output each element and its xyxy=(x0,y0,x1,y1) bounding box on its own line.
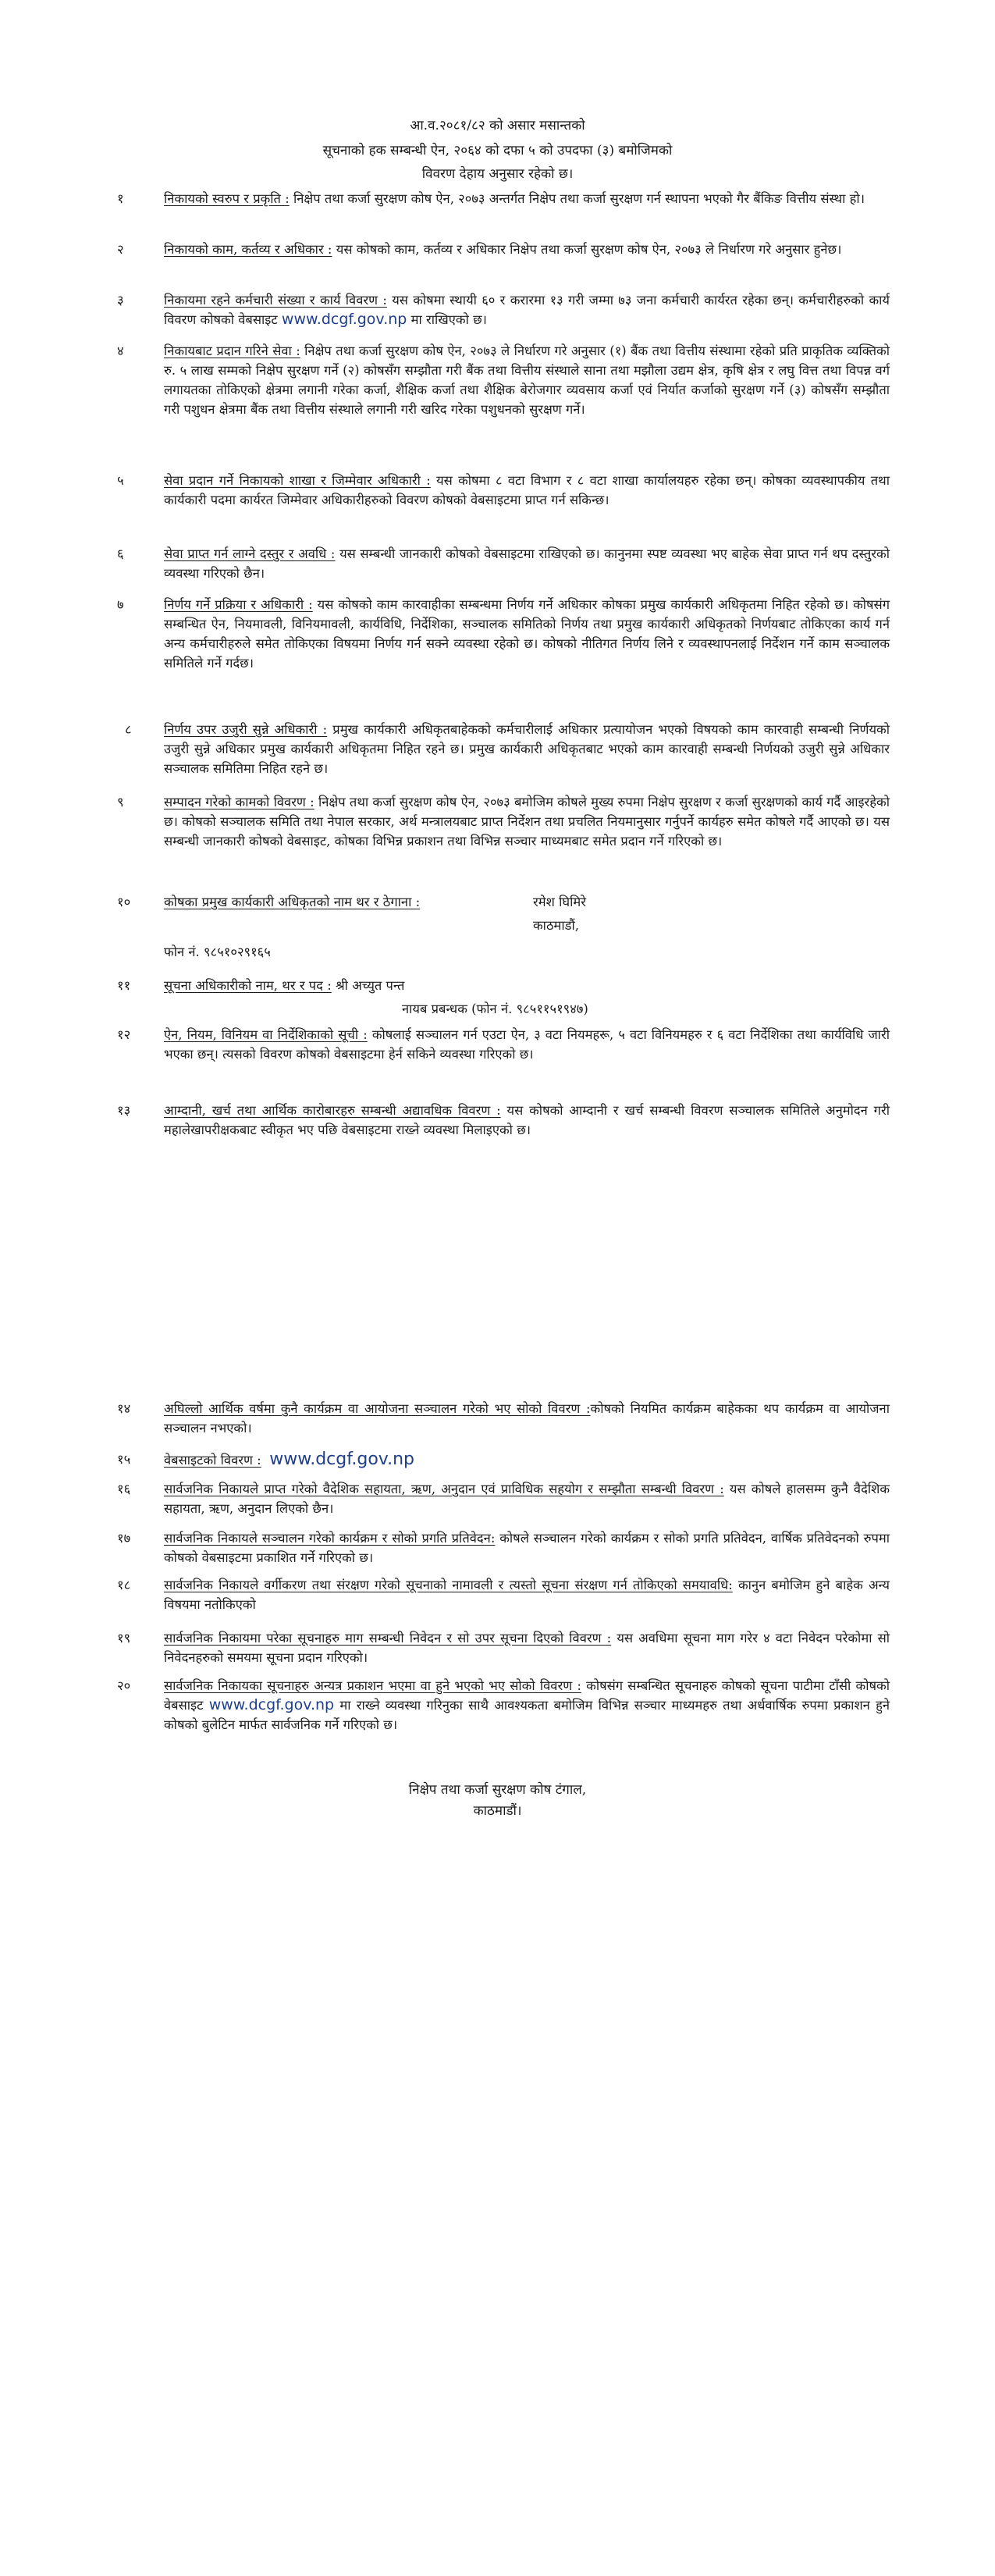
item-text: कोषसंग सम्बन्धित सूचनाहरु कोषको सूचना पाटीमा टाँसी कोषको वेबसाइट xyxy=(164,1678,890,1713)
item-body xyxy=(164,290,890,329)
item-number: १९ xyxy=(117,1631,131,1646)
list-item xyxy=(117,1101,890,1144)
item-number: २ xyxy=(117,242,124,257)
list-item xyxy=(117,240,890,283)
item-title: सार्वजनिक निकायमा परेका सूचनाहरु माग सम्बन्धी निवेदन र सो उपर सूचना दिएको विवरण : xyxy=(164,1631,612,1646)
item-body xyxy=(164,1479,890,1518)
list-item xyxy=(117,544,890,587)
list-item xyxy=(117,1450,890,1475)
item-title: निकायमा रहने कर्मचारी संख्या र कार्य विवरण : xyxy=(164,293,387,308)
item-title: आम्दानी, खर्च तथा आर्थिक कारोबारहरु सम्बन्धी अद्यावधिक विवरण : xyxy=(164,1103,501,1118)
item-title: निर्णय उपर उजुरी सुन्ने अधिकारी : xyxy=(164,722,328,737)
header-line-1: आ.व.२०८१/८२ को असार मसान्तको xyxy=(410,118,585,133)
item-body xyxy=(164,1101,890,1140)
item-text: श्री अच्युत पन्त xyxy=(331,978,405,993)
item-text: कोषलाई सञ्चालन गर्न एउटा ऐन, ३ वटा नियमहरू, ५ वटा विनियमहरु र ६ वटा निर्देशिका तथा कार्यविधि जारी भएका छन्। त्यसको विवरण कोषको वेबसाइटमा हेर्न सकिने व्यवस्था गरिएको छ। xyxy=(164,1027,890,1062)
info-officer-position: नायब प्रबन्धक (फोन नं. ९८५११५१९४७) xyxy=(402,1002,588,1016)
item-body xyxy=(164,892,890,912)
item-title: सार्वजनिक निकायले वर्गीकरण तथा संरक्षण गरेको सूचनाको नामावली र त्यस्तो सूचना संरक्षण गर्न तोकिएको समयावधि: xyxy=(164,1578,733,1592)
list-item xyxy=(117,1025,890,1087)
item-number: ११ xyxy=(117,978,131,993)
item-text: निक्षेप तथा कर्जा सुरक्षण कोष ऐन, २०७३ ले निर्धारण गरे अनुसार (१) बैंक तथा वित्तीय संस्थामा रहेको प्रति प्राकृतिक व्यक्तिको रु. ५ लाख सम्मको निक्षेप सुरक्षण गर्ने (२) कोषसँग सम्झौता गरी बैंक तथा वित्तीय संस्थाले साना तथा मझौला उद्यम क्षेत्र, कृषि क्षेत्र र लघु वित्त तथा विपन्न वर्ग लगायतका तोकिएको क्षेत्रमा लगानी गरेका कर्जा, शैक्षिक कर्जा तथा शैक्षिक बेरोजगार व्यवसाय कर्जा एवं निर्यात कर्जाको सुरक्षण गर्ने (३) कोषसँग सम्झौता गरी पशुधन क्षेत्रमा बैंक तथा वित्तीय संस्थाले लगानी गरी खरिद गरेका पशुधनको सुरक्षण गर्ने। xyxy=(164,343,890,417)
item-title: वेबसाइटको विवरण : xyxy=(164,1453,261,1468)
item-text: यस कोषमा ८ वटा विभाग र ८ वटा शाखा कार्यालयहरु रहेका छन्। कोषका व्यवस्थापकीय तथा कार्यकारी पदमा कार्यरत जिम्मेवार अधिकारीहरुको विवरण कोषको वेबसाइटमा प्राप्त गर्न सकिन्छ। xyxy=(164,473,890,507)
footer-org: निक्षेप तथा कर्जा सुरक्षण कोष टंगाल, xyxy=(408,1782,587,1798)
item-title: निकायको स्वरुप र प्रकृति : xyxy=(164,191,290,206)
item-text: कोषको नियमित कार्यक्रम बाहेकका थप कार्यक्रम वा आयोजना सञ्चालन नभएको। xyxy=(164,1401,890,1436)
item-number: ७ xyxy=(117,597,124,612)
website-link[interactable]: www.dcgf.gov.np xyxy=(281,311,407,328)
website-link[interactable]: www.dcgf.gov.np xyxy=(269,1450,414,1469)
item-number: ३ xyxy=(117,293,124,308)
list-item xyxy=(117,1479,890,1522)
list-item xyxy=(117,471,890,533)
item-title: ऐन, नियम, विनियम वा निर्देशिकाको सूची : xyxy=(164,1027,368,1042)
item-text: यस कोषको काम कारवाहीका सम्बन्धमा निर्णय गर्ने अधिकार कोषका प्रमुख कार्यकारी अधिकृतमा निहित रहेको छ। कोषसंग सम्बन्धित ऐन, नियमावली, विनियमावली, कार्यविधि, निर्देशिका, सञ्चालक समितिको निर्णय तथा प्रमुख कार्यकारी अधिकृतको निर्णयबाट तोकिएका कार्य गर्न अन्य कर्मचारीहरुले समेत तोकिएका विषयमा निर्णय गर्न सक्ने व्यवस्था रहेको छ। कोषको नीतिगत निर्णय लिने र व्यवस्थापनलाई निर्देशन गर्ने काम सञ्चालक समितिले गर्ने गर्दछ। xyxy=(164,597,890,671)
item-body xyxy=(164,976,890,995)
item-text: यस सम्बन्धी जानकारी कोषको वेबसाइटमा राखिएको छ। कानुनमा स्पष्ट व्यवस्था भए बाहेक सेवा प्राप्त गर्न थप दस्तुरको व्यवस्था गरिएको छैन। xyxy=(164,546,890,581)
list-item xyxy=(117,720,890,782)
item-title: निकायको काम, कर्तव्य र अधिकार : xyxy=(164,242,332,257)
ceo-place: काठमाडौं, xyxy=(533,918,580,933)
list-item xyxy=(117,290,890,333)
item-number: १२ xyxy=(117,1027,131,1042)
item-title: सार्वजनिक निकायले प्राप्त गरेको वैदेशिक सहायता, ऋण, अनुदान एवं प्राविधिक सहयोग र सम्झौता सम्बन्धी विवरण : xyxy=(164,1482,724,1496)
list-item xyxy=(117,1676,890,1746)
item-body xyxy=(164,720,890,778)
item-body xyxy=(164,1575,890,1614)
item-body xyxy=(164,1399,890,1438)
item-title: निकायबाट प्रदान गरिने सेवा : xyxy=(164,343,300,358)
item-number: १५ xyxy=(117,1452,131,1467)
list-item xyxy=(117,1399,890,1442)
website-link[interactable]: www.dcgf.gov.np xyxy=(208,1696,335,1713)
item-number: १० xyxy=(117,895,131,909)
item-text: यस कोषले हालसम्म कुनै वैदेशिक सहायता, ऋण, अनुदान लिएको छैन। xyxy=(164,1482,890,1516)
item-title: सेवा प्राप्त गर्न लाग्ने दस्तुर र अवधि : xyxy=(164,546,336,561)
item-body xyxy=(164,1528,890,1567)
item-title: निर्णय गर्ने प्रक्रिया र अधिकारी : xyxy=(164,597,313,612)
item-title: सार्वजनिक निकायका सूचनाहरु अन्यत्र प्रकाशन भएमा वा हुने भएको भए सोको विवरण : xyxy=(164,1678,581,1693)
item-text: निक्षेप तथा कर्जा सुरक्षण कोष ऐन, २०७३ अन्तर्गत निक्षेप तथा कर्जा सुरक्षण गर्न स्थापना भएको गैर बैंकिङ वित्तीय संस्था हो। xyxy=(289,191,865,206)
item-text: कानुन बमोजिम हुने बाहेक अन्य विषयमा नतोकिएको xyxy=(164,1578,890,1612)
item-number: २० xyxy=(117,1678,131,1693)
list-item xyxy=(117,341,890,466)
item-number: ४ xyxy=(117,343,124,358)
item-body xyxy=(164,595,890,673)
item-body xyxy=(164,189,890,208)
item-number: ९ xyxy=(117,795,124,809)
item-title: सेवा प्रदान गर्ने निकायको शाखा र जिम्मेवार अधिकारी : xyxy=(164,473,431,488)
item-number: १६ xyxy=(117,1482,131,1496)
item-number: ५ xyxy=(117,473,124,488)
item-number: १८ xyxy=(117,1578,131,1592)
item-number: १७ xyxy=(117,1531,131,1546)
list-item xyxy=(117,189,890,232)
item-text: यस अवधिमा सूचना माग गरेर ४ वटा निवेदन परेकोमा सो निवेदनहरुको समयमा सूचना प्रदान गरिएको। xyxy=(164,1631,890,1665)
footer-city: काठमाडौं। xyxy=(473,1803,522,1819)
ceo-phone: फोन नं. ९८५१०२९१६५ xyxy=(164,945,271,959)
list-item xyxy=(117,1575,890,1618)
item-number: ८ xyxy=(125,722,132,737)
item-text: कोषले सञ्चालन गरेको कार्यक्रम र सोको प्रगति प्रतिवेदन, वार्षिक प्रतिवेदनको रुपमा कोषको वेबसाइटमा प्रकाशित गर्ने गरिएको छ। xyxy=(164,1531,890,1565)
item-body xyxy=(164,1676,890,1735)
item-text: यस कोषको आम्दानी र खर्च सम्बन्धी विवरण सञ्चालक समितिले अनुमोदन गरी महालेखापरीक्षकबाट स्वीकृत भए पछि वेबसाइटमा राख्ने व्यवस्था मिलाइएको छ। xyxy=(164,1103,890,1137)
item-number: १४ xyxy=(117,1401,131,1416)
item-text: यस कोषको काम, कर्तव्य र अधिकार निक्षेप तथा कर्जा सुरक्षण कोष ऐन, २०७३ ले निर्धारण गरे अनुसार हुनेछ। xyxy=(332,242,842,257)
item-title: सम्पादन गरेको कामको विवरण : xyxy=(164,795,314,809)
item-title: कोषका प्रमुख कार्यकारी अधिकृतको नाम थर र ठेगाना : xyxy=(164,895,421,909)
list-item xyxy=(117,976,890,999)
item-text: निक्षेप तथा कर्जा सुरक्षण कोष ऐन, २०७३ बमोजिम कोषले मुख्य रुपमा निक्षेप सुरक्षण र कर्जा सुरक्षणको कार्य गर्दै आइरहेको छ। कोषको सञ्चालक समिति तथा नेपाल सरकार, अर्थ मन्त्रालयबाट प्राप्त निर्देशन तथा प्रचलित नियमानुसार गर्नुपर्ने कार्यहरु समेत कोषले गर्दै आएको छ। यस सम्बन्धी जानकारी कोषको वेबसाइट, कोषका विभिन्न प्रकाशन तथा विभिन्न सञ्चार माध्यमबाट समेत प्रदान गर्ने गरिएको छ। xyxy=(164,795,890,849)
item-body xyxy=(164,240,890,259)
item-body xyxy=(164,341,890,419)
item-body xyxy=(164,1450,890,1470)
list-item xyxy=(117,595,890,704)
ceo-name: रमेश घिमिरे xyxy=(533,895,586,909)
list-item xyxy=(117,892,890,916)
header-line-2: सूचनाको हक सम्बन्धी ऐन, २०६४ को दफा ५ को उपदफा (३) बमोजिमको xyxy=(322,143,673,158)
item-body xyxy=(164,471,890,510)
item-body xyxy=(164,1628,890,1667)
item-number: १३ xyxy=(117,1103,131,1118)
item-title: अघिल्लो आर्थिक वर्षमा कुनै कार्यक्रम वा आयोजना सञ्चालन गरेको भए सोको विवरण : xyxy=(164,1401,591,1416)
item-title: सूचना अधिकारीको नाम, थर र पद : xyxy=(164,978,332,993)
list-item xyxy=(117,1528,890,1571)
item-body xyxy=(164,792,890,851)
list-item xyxy=(117,792,890,878)
item-number: ६ xyxy=(117,546,124,561)
item-text-after: मा राखिएको छ। xyxy=(407,312,487,327)
item-body xyxy=(164,1025,890,1064)
item-text-after: मा राख्ने व्यवस्था गरिनुका साथै आवश्यकता बमोजिम विभिन्न सञ्चार माध्यमहरु तथा अर्धवार्षिक रुपमा प्रकाशन हुने कोषको बुलेटिन मार्फत सार्वजनिक गर्ने गरिएको छ। xyxy=(164,1698,890,1732)
item-body xyxy=(164,544,890,583)
header-line-3: विवरण देहाय अनुसार रहेको छ। xyxy=(421,166,574,182)
list-item xyxy=(117,1628,890,1671)
item-title: सार्वजनिक निकायले सञ्चालन गरेको कार्यक्रम र सोको प्रगति प्रतिवेदन: xyxy=(164,1531,496,1546)
item-text: यस कोषमा स्थायी ६० र करारमा १३ गरी जम्मा ७३ जना कर्मचारी कार्यरत रहेका छन्। कर्मचारीहरुको कार्य विवरण कोषको वेबसाइट xyxy=(164,293,890,327)
item-number: १ xyxy=(117,191,124,206)
item-text: प्रमुख कार्यकारी अधिकृतबाहेकको कर्मचारीलाई अधिकार प्रत्यायोजन भएको विषयको काम कारवाही सम्बन्धी निर्णयको उजुरी सुन्ने अधिकार प्रमुख कार्यकारी अधिकृतमा निहित रहने छ। प्रमुख कार्यकारी अधिकृतबाट भएको काम कारवाही सम्बन्धी निर्णयको उजुरी सुन्ने अधिकार सञ्चालक समितिमा निहित रहने छ। xyxy=(164,722,890,776)
